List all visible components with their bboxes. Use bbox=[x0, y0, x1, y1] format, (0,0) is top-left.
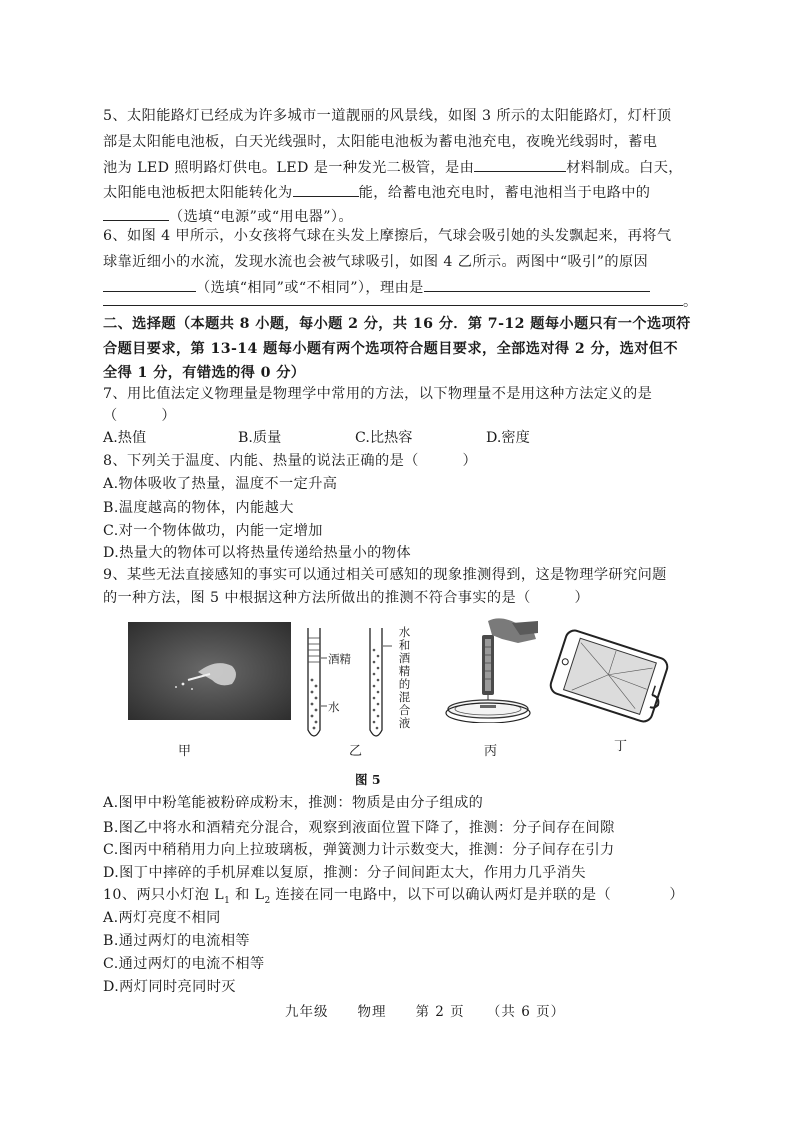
q10-option-c[interactable]: C.通过两灯的电流不相等 bbox=[103, 956, 265, 972]
q8-option-b[interactable]: B.温度越高的物体，内能越大 bbox=[103, 500, 294, 516]
page-footer: 九年级 物理 第 2 页 （共 6 页） bbox=[285, 1004, 566, 1020]
q8-option-c[interactable]: C.对一个物体做功，内能一定增加 bbox=[103, 523, 323, 539]
q5-line-5: （选填“电源”或“用电器”）。 bbox=[103, 206, 353, 227]
label-mixture: 水和酒精的混合液 bbox=[398, 625, 411, 730]
fig5-label-yi: 乙 bbox=[349, 744, 363, 759]
q5-blank-1[interactable] bbox=[474, 157, 566, 172]
q5-blank-2[interactable] bbox=[293, 182, 359, 197]
photo-spring-scale-glass bbox=[440, 617, 540, 723]
q7-option-d[interactable]: D.密度 bbox=[486, 430, 530, 446]
q8-option-d[interactable]: D.热量大的物体可以将热量传递给热量小的物体 bbox=[103, 545, 411, 561]
q6-line-3: （选填“相同”或“不相同”），理由是 bbox=[103, 277, 650, 298]
label-water: 水 bbox=[328, 700, 340, 714]
q6-line-2: 球靠近细小的水流，发现水流也会被气球吸引，如图 4 乙所示。两图中“吸引”的原因 bbox=[103, 254, 649, 270]
q10-stem: 10、两只小灯泡 $L_1$ 和 $L_2$ 连接在同一电路中，以下可以确认两灯是并联的是（ ） bbox=[103, 887, 685, 906]
q7-option-a[interactable]: A.热值 bbox=[103, 430, 147, 446]
q5-line-1: 5、太阳能路灯已经成为许多城市一道靓丽的风景线，如图 3 所示的太阳能路灯，灯杆顶 bbox=[103, 108, 672, 124]
q9-line-1: 9、某些无法直接感知的事实可以通过相关可感知的现象推测得到，这是物理学研究问题 bbox=[103, 567, 667, 583]
q8-option-a[interactable]: A.物体吸收了热量，温度不一定升高 bbox=[103, 476, 338, 492]
q10-option-a[interactable]: A.两灯亮度不相同 bbox=[103, 910, 221, 926]
photo-chalk-crushed bbox=[128, 622, 291, 720]
photo-cracked-phone bbox=[548, 625, 670, 727]
fig5-label-ding: 丁 bbox=[614, 739, 628, 754]
q6-blank-2[interactable] bbox=[424, 277, 650, 292]
q6-blank-1[interactable] bbox=[103, 277, 196, 292]
q5-line-3: 池为 LED 照明路灯供电。LED 是一种发光二极管，是由 材料制成。白天， bbox=[103, 157, 683, 178]
q9-option-c[interactable]: C.图丙中稍稍用力向上拉玻璃板，弹簧测力计示数变大，推测：分子间存在引力 bbox=[103, 842, 615, 858]
q8-stem: 8、下列关于温度、内能、热量的说法正确的是（ ） bbox=[103, 453, 478, 469]
q10-option-d[interactable]: D.两灯同时亮同时灭 bbox=[103, 979, 236, 995]
fig5-label-jia: 甲 bbox=[178, 744, 192, 759]
q9-option-b[interactable]: B.图乙中将水和酒精充分混合，观察到液面位置下降了，推测：分子间存在间隙 bbox=[103, 820, 615, 836]
figure-5-caption: 图 5 bbox=[355, 772, 381, 787]
q7-line-1: 7、用比值法定义物理量是物理学中常用的方法，以下物理量不是用这种方法定义的是 bbox=[103, 386, 653, 402]
q5-blank-3[interactable] bbox=[103, 206, 169, 221]
q5-line-4: 太阳能电池板把太阳能转化为 能，给蓄电池充电时，蓄电池相当于电路中的 bbox=[103, 182, 650, 203]
section2-line-1: 二、选择题（本题共 8 小题，每小题 2 分，共 16 分．第 7-12 题每小题只有一个选项符 bbox=[103, 316, 691, 332]
q6-line-1: 6、如图 4 甲所示，小女孩将气球在头发上摩擦后，气球会吸引她的头发飘起来，再将气 bbox=[103, 228, 672, 244]
q9-option-d[interactable]: D.图丁中摔碎的手机屏难以复原，推测：分子间间距太大，作用力几乎消失 bbox=[103, 865, 586, 881]
q7-line-2: （ ） bbox=[103, 408, 176, 424]
q10-option-b[interactable]: B.通过两灯的电流相等 bbox=[103, 933, 251, 949]
q6-line-4: 。 bbox=[103, 291, 698, 312]
q7-option-c[interactable]: C.比热容 bbox=[355, 430, 413, 446]
section2-line-3: 全得 1 分，有错选的得 0 分） bbox=[103, 365, 306, 381]
section2-line-2: 合题目要求，第 13-14 题每小题有两个选项符合题目要求，全部选对得 2 分，选对但不 bbox=[103, 341, 678, 357]
q7-option-b[interactable]: B.质量 bbox=[238, 430, 282, 446]
label-alcohol: 酒精 bbox=[328, 652, 351, 666]
fig5-label-bing: 丙 bbox=[484, 744, 498, 759]
q5-line-2: 部是太阳能电池板，白天光线强时，太阳能电池板为蓄电池充电，夜晚光线弱时，蓄电 bbox=[103, 134, 658, 150]
q9-line-2: 的一种方法，图 5 中根据这种方法所做出的推测不符合事实的是（ ） bbox=[103, 590, 590, 606]
q9-option-a[interactable]: A.图甲中粉笔能被粉碎成粉末，推测：物质是由分子组成的 bbox=[103, 795, 484, 811]
q6-blank-3[interactable] bbox=[103, 291, 683, 306]
